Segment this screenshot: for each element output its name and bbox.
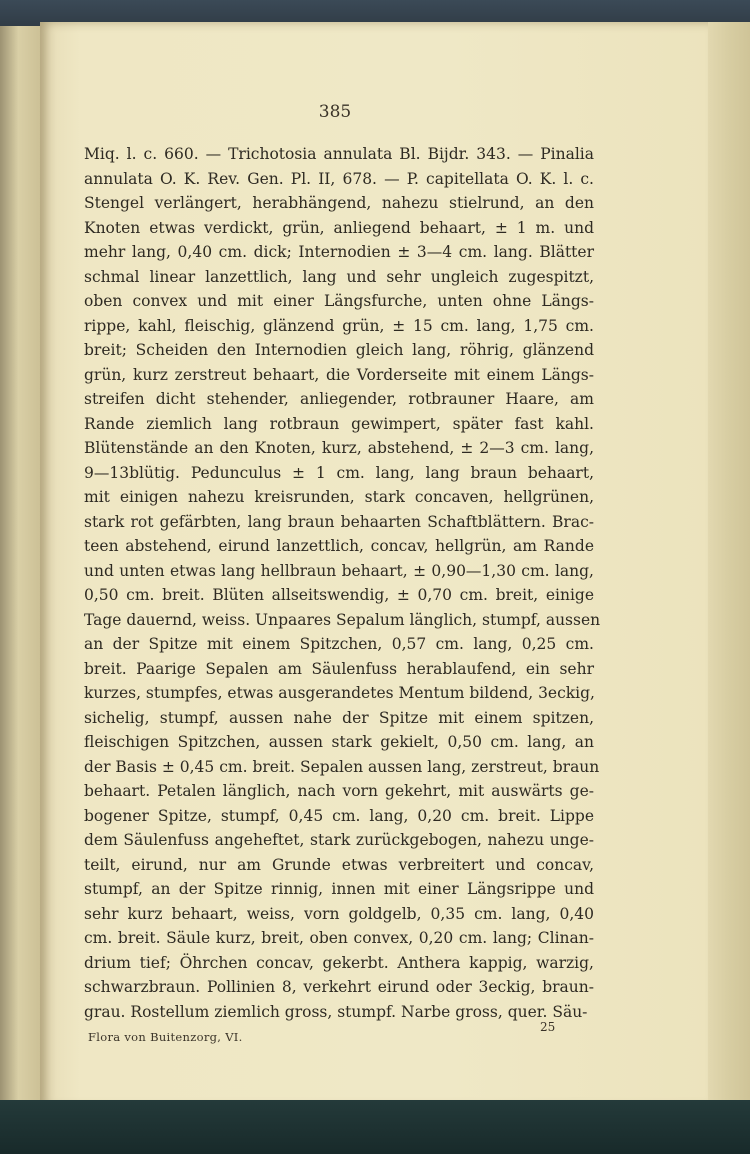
text-line: fleischigen Spitzchen, aussen stark gekielt, 0,50 cm. lang, an bbox=[84, 733, 594, 751]
text-line: Stengel verlängert, herabhängend, nahezu stielrund, an den bbox=[84, 194, 594, 212]
text-line: Miq. l. c. 660. — Trichotosia annulata Bl. Bijdr. 343. — Pinalia bbox=[84, 145, 594, 163]
text-line: rippe, kahl, fleischig, glänzend grün, ± 15 cm. lang, 1,75 cm. bbox=[84, 316, 594, 335]
text-line: teilt, eirund, nur am Grunde etwas verbreitert und concav, bbox=[84, 855, 594, 874]
text-line: sehr kurz behaart, weiss, vorn goldgelb, 0,35 cm. lang, 0,40 bbox=[84, 904, 594, 923]
text-line: an der Spitze mit einem Spitzchen, 0,57 cm. lang, 0,25 cm. bbox=[84, 635, 594, 653]
text-line: 0,50 cm. breit. Blüten allseitswendig, ± 0,70 cm. breit, einige bbox=[84, 586, 594, 604]
text-line: der Basis ± 0,45 cm. breit. Sepalen aussen lang, zerstreut, braun bbox=[84, 757, 600, 776]
footer-signature-title: Flora von Buitenzorg, VI. bbox=[88, 1030, 243, 1044]
text-line: Tage dauernd, weiss. Unpaares Sepalum länglich, stumpf, aussen bbox=[84, 610, 601, 629]
text-line: 9—13blütig. Pedunculus ± 1 cm. lang, lang braun behaart, bbox=[84, 463, 594, 482]
text-line: schwarzbraun. Pollinien 8, verkehrt eirund oder 3eckig, braun- bbox=[84, 978, 594, 996]
scan-bottom-background bbox=[0, 1100, 750, 1154]
text-line: grün, kurz zerstreut behaart, die Vorderseite mit einem Längs- bbox=[84, 365, 594, 384]
text-line: mit einigen nahezu kreisrunden, stark concaven, hellgrünen, bbox=[84, 488, 594, 506]
text-line: dem Säulenfuss angeheftet, stark zurückgebogen, nahezu unge- bbox=[84, 831, 594, 849]
text-line: Knoten etwas verdickt, grün, anliegend behaart, ± 1 m. und bbox=[84, 218, 594, 237]
text-line: teen abstehend, eirund lanzettlich, concav, hellgrün, am Rande bbox=[84, 537, 594, 555]
text-line: stumpf, an der Spitze rinnig, innen mit einer Längsrippe und bbox=[84, 880, 594, 898]
text-line: bogener Spitze, stumpf, 0,45 cm. lang, 0,20 cm. breit. Lippe bbox=[84, 806, 594, 825]
text-line: breit. Paarige Sepalen am Säulenfuss herablaufend, ein sehr bbox=[84, 659, 594, 678]
text-line: sichelig, stumpf, aussen nahe der Spitze mit einem spitzen, bbox=[84, 708, 594, 727]
text-line: oben convex und mit einer Längsfurche, unten ohne Längs- bbox=[84, 292, 594, 310]
text-line: kurzes, stumpfes, etwas ausgerandetes Mentum bildend, 3eckig, bbox=[84, 684, 595, 702]
text-line: und unten etwas lang hellbraun behaart, ± 0,90—1,30 cm. lang, bbox=[84, 561, 594, 580]
text-line: grau. Rostellum ziemlich gross, stumpf. Narbe gross, quer. Säu- bbox=[84, 1002, 588, 1021]
body-text bbox=[84, 142, 601, 1024]
text-line: streifen dicht stehender, anliegender, rotbrauner Haare, am bbox=[84, 390, 594, 408]
text-line: Rande ziemlich lang rotbraun gewimpert, später fast kahl. bbox=[84, 414, 594, 433]
text-line: Blütenstände an den Knoten, kurz, abstehend, ± 2—3 cm. lang, bbox=[84, 439, 594, 457]
footer-signature-number: 25 bbox=[540, 1020, 556, 1034]
text-line: behaart. Petalen länglich, nach vorn gekehrt, mit auswärts ge- bbox=[84, 782, 594, 800]
text-line: stark rot gefärbten, lang braun behaarten Schaftblättern. Brac- bbox=[84, 512, 594, 531]
text-line: drium tief; Öhrchen concav, gekerbt. Anthera kappig, warzig, bbox=[84, 953, 594, 972]
text-line: cm. breit. Säule kurz, breit, oben convex, 0,20 cm. lang; Clinan- bbox=[84, 929, 594, 947]
text-line: schmal linear lanzettlich, lang und sehr ungleich zugespitzt, bbox=[84, 267, 594, 286]
text-line: mehr lang, 0,40 cm. dick; Internodien ± 3—4 cm. lang. Blätter bbox=[84, 243, 594, 261]
page-fore-edge bbox=[708, 22, 750, 1108]
text-line: annulata O. K. Rev. Gen. Pl. II, 678. — P. capitellata O. K. l. c. bbox=[84, 169, 594, 188]
text-line: breit; Scheiden den Internodien gleich lang, röhrig, glänzend bbox=[84, 341, 594, 359]
page-number: 385 bbox=[318, 102, 352, 122]
